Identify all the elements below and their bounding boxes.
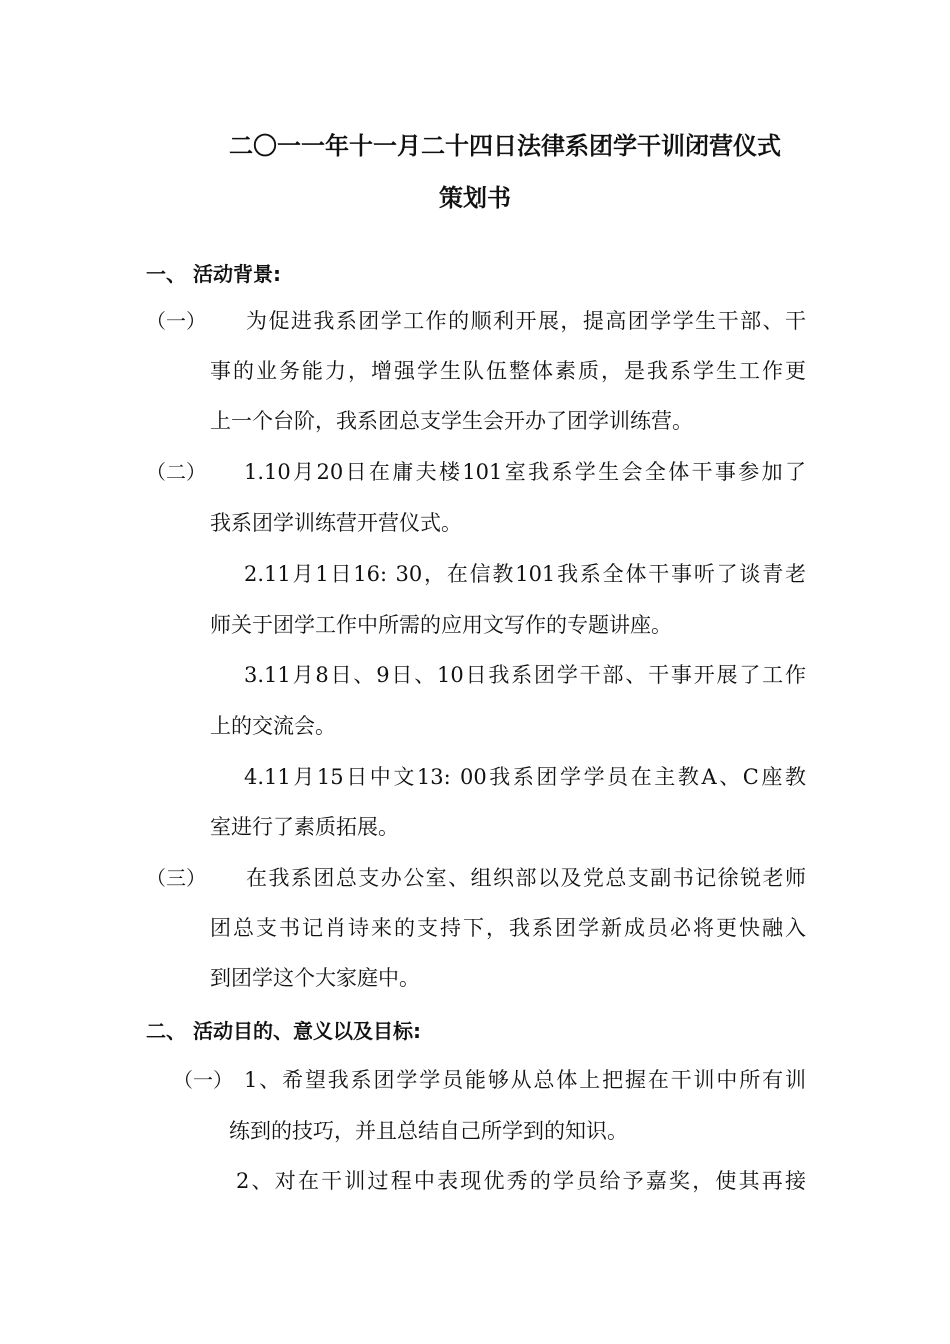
item-marker: （一） <box>173 1068 233 1092</box>
item-marker: （二） <box>146 460 206 484</box>
section-heading-background: 一、 活动背景: <box>146 262 281 286</box>
paragraph-line: 事的业务能力，增强学生队伍整体素质，是我系学生工作更 <box>210 359 806 383</box>
paragraph-line: 上的交流会。 <box>210 714 336 738</box>
paragraph-line: 2.11月1日16: 30，在信教101我系全体干事听了谈青老 <box>244 562 806 586</box>
document-subtitle: 策划书 <box>439 184 511 212</box>
item-marker: （三） <box>146 866 206 890</box>
paragraph-line: 师关于团学工作中所需的应用文写作的专题讲座。 <box>210 613 672 637</box>
paragraph-line: 4.11月15日中文13: 00我系团学学员在主教A、C座教 <box>244 765 806 789</box>
paragraph-line: 1、希望我系团学学员能够从总体上把握在干训中所有训 <box>244 1068 806 1092</box>
paragraph-line: 团总支书记肖诗来的支持下，我系团学新成员必将更快融入 <box>210 916 806 940</box>
paragraph-line: 室进行了素质拓展。 <box>210 815 399 839</box>
item-marker: （一） <box>146 309 206 333</box>
paragraph-line: 练到的技巧，并且总结自己所学到的知识。 <box>229 1119 628 1143</box>
section-heading-goals: 二、 活动目的、意义以及目标: <box>146 1019 421 1043</box>
paragraph-line: 为促进我系团学工作的顺利开展，提高团学学生干部、干 <box>246 309 806 333</box>
paragraph-line: 2、对在干训过程中表现优秀的学员给予嘉奖，使其再接 <box>236 1169 806 1193</box>
paragraph-line: 我系团学训练营开营仪式。 <box>210 511 462 535</box>
paragraph-line: 3.11月8日、9日、10日我系团学干部、干事开展了工作 <box>244 663 806 687</box>
paragraph-line: 上一个台阶，我系团总支学生会开办了团学训练营。 <box>210 409 693 433</box>
paragraph-line: 到团学这个大家庭中。 <box>210 966 420 990</box>
paragraph-line: 在我系团总支办公室、组织部以及党总支副书记徐锐老师 <box>246 866 806 890</box>
paragraph-line: 1.10月20日在庸夫楼101室我系学生会全体干事参加了 <box>244 460 806 484</box>
document-title: 二〇一一年十一月二十四日法律系团学干训闭营仪式 <box>229 132 781 160</box>
